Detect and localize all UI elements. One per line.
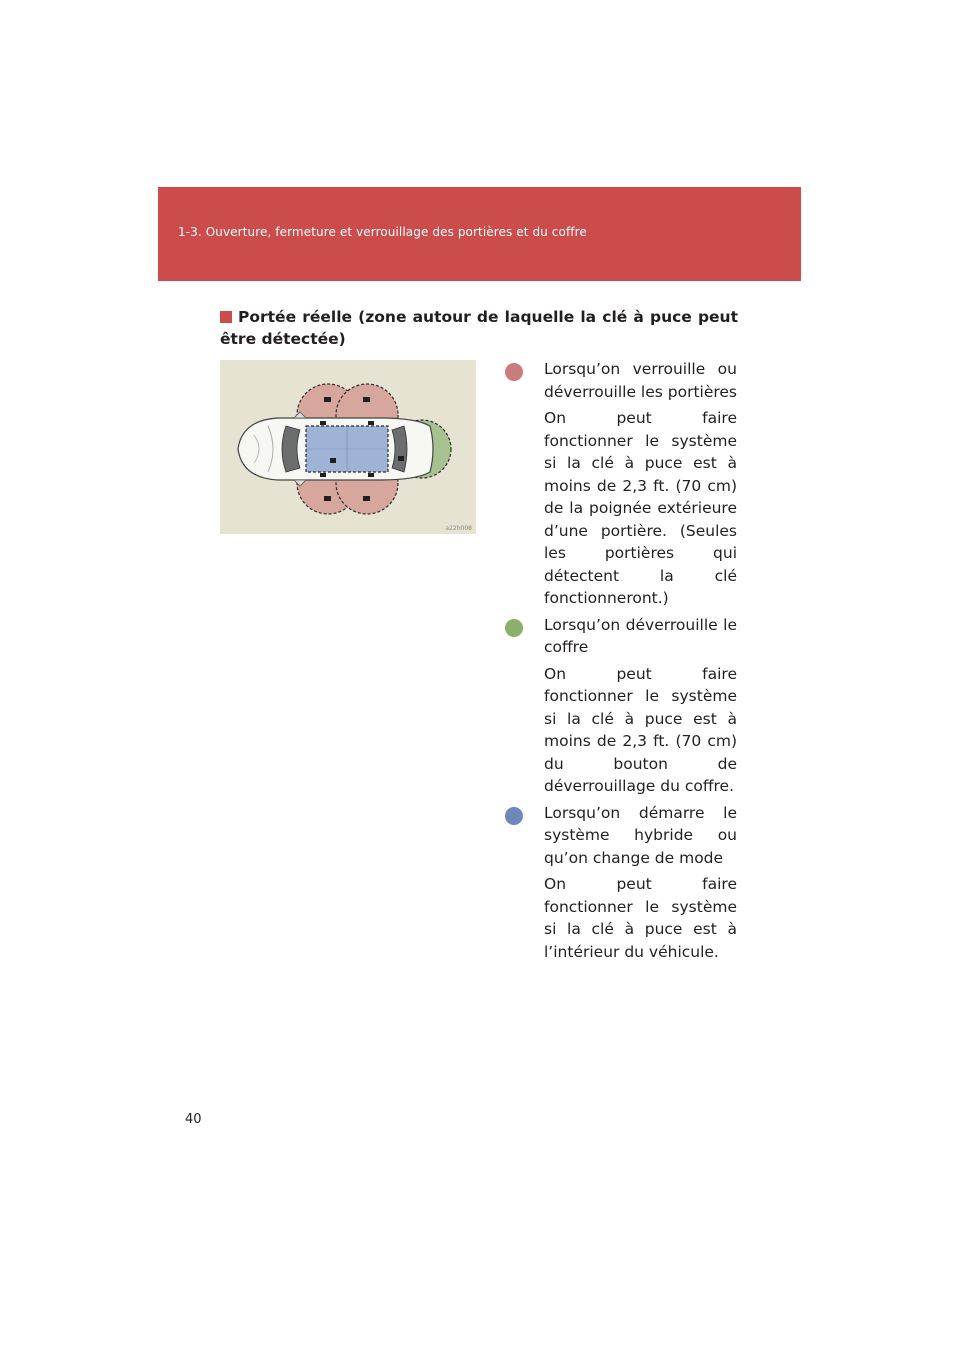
legend-description: On peut faire fonctionner le système si la clé à puce est à moins de 2,3 ft. (70 cm) du bouton de déverrouillage du coffre. <box>544 664 737 795</box>
antenna-rear-left <box>363 397 370 402</box>
antenna-front-right <box>324 496 331 501</box>
antenna-front-left <box>324 397 331 402</box>
car-windshield <box>282 426 300 472</box>
page-number: 40 <box>185 1112 202 1127</box>
antenna-rear-left-inner <box>368 421 374 425</box>
legend-description: On peut faire fonctionner le système si la clé à puce est à moins de 2,3 ft. (70 cm) de la poignée extérieure d’une portière. (Seules les portières qui détectent la clé fonctionneront.) <box>544 409 737 607</box>
legend-description: On peut faire fonctionner le système si la clé à puce est à l’intérieur du véhicule. <box>544 875 737 961</box>
antenna-cabin <box>330 458 336 463</box>
legend-list <box>497 358 737 963</box>
antenna-trunk <box>398 456 404 461</box>
chapter-section-title: 1-3. Ouverture, fermeture et verrouillage des portières et du coffre <box>178 225 587 239</box>
legend-item-cabin <box>497 802 737 964</box>
legend-title: Lorsqu’on déverrouille le coffre <box>544 615 737 656</box>
blue-circle-icon <box>505 807 523 825</box>
section-heading <box>220 306 738 350</box>
pink-circle-icon <box>505 363 523 381</box>
legend-item-trunk <box>497 614 737 798</box>
legend-item-doors <box>497 358 737 610</box>
green-circle-icon <box>505 619 523 637</box>
car-detection-zones-illustration <box>220 360 476 534</box>
antenna-front-left-inner <box>320 421 326 425</box>
legend-title: Lorsqu’on démarre le système hybride ou qu’on change de mode <box>544 803 737 867</box>
antenna-rear-right-inner <box>368 473 374 477</box>
detection-range-figure <box>220 360 476 534</box>
square-bullet-icon <box>220 311 232 323</box>
legend-title: Lorsqu’on verrouille ou déverrouille les portières <box>544 360 738 401</box>
antenna-front-right-inner <box>320 473 326 477</box>
chapter-header-band <box>158 187 801 281</box>
antenna-rear-right <box>363 496 370 501</box>
section-heading-text: Portée réelle (zone autour de laquelle la clé à puce peut être détectée) <box>220 308 738 348</box>
figure-code: a22h008 <box>445 525 472 532</box>
